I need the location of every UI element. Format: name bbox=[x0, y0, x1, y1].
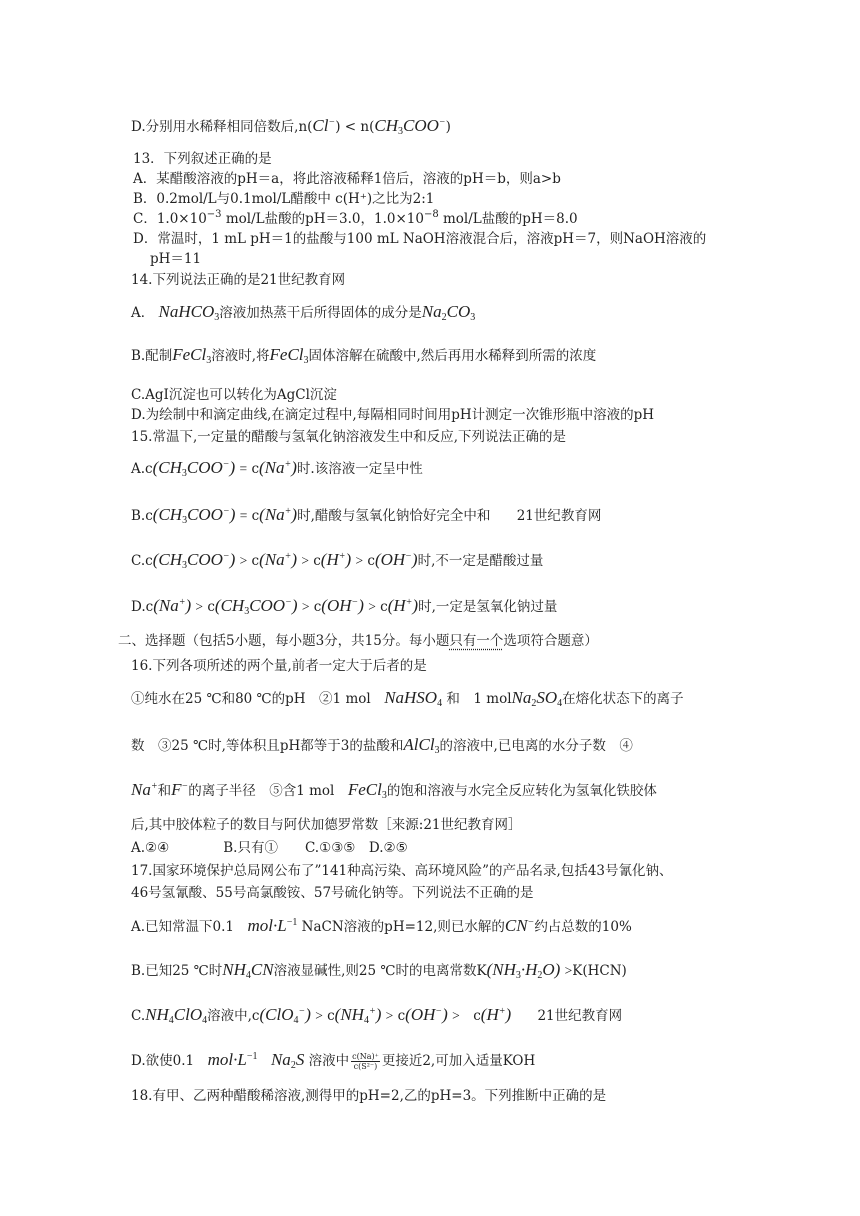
q13-option-c: C．$1.0\times 10^{-3}$ mol/L盐酸的pH＝3.0，$1.0\times 10^{-8}$ mol/L盐酸的pH＝8.0 bbox=[133, 209, 578, 227]
formula-fecl3: FeCl$_3$ bbox=[269, 345, 309, 366]
q13-option-d-cont: pH＝11 bbox=[150, 251, 202, 267]
q15-option-c: $C.c(CH_3COO^-) > c(Na^+) > c(H^+) > c(OH^-)$时,不一定是醋酸过量 bbox=[131, 550, 544, 571]
q16-options: A.②④ B.只有① C.①③⑤ D.②⑤ bbox=[131, 840, 408, 856]
fraction: $\frac{c(Na)^+}{\text{c(S²⁻)}}$ bbox=[352, 1052, 379, 1071]
q16-line-3: Na+和F−的离子半径 ⑤含1 mol FeCl$_3$的饱和溶液与水完全反应转化为氢氧化铁胶体 bbox=[131, 780, 657, 801]
q14-option-b: B.配制FeCl$_3$溶液时,将FeCl$_3$固体溶解在硫酸中,然后再用水稀释到所需的浓度 bbox=[131, 345, 597, 366]
q17-stem: 17.国家环境保护总局网公布了”141种高污染、高环境风险”的产品名录,包括43号氰化钠、 bbox=[131, 863, 673, 879]
q14-option-c: C.AgI沉淀也可以转化为AgCl沉淀 bbox=[131, 387, 337, 403]
q17-option-d: D.欲使0.1 $mol\cdot L^{-1}$ $Na_2S$ 溶液中 $\frac{c(Na)^+}{\text{c(S²⁻)}}$ 更接近2,可加入适量KOH bbox=[131, 1050, 536, 1071]
q15-option-b: $B.c(CH_3COO^-) = c(Na^+)$时,醋酸与氢氧化钠恰好完全中和 21世纪教育网 bbox=[131, 505, 602, 526]
watermark-text: 21世纪教育网 bbox=[516, 508, 602, 524]
watermark-text: 21世纪教育网 bbox=[537, 1008, 623, 1024]
chloride-ion: Cl− bbox=[312, 116, 336, 135]
q15-option-a: $A.c(CH_3COO^-) = c(Na^+)$时.该溶液一定呈中性 bbox=[131, 458, 423, 479]
q16-line-4: 后,其中胶体粒子的数目与阿伏加德罗常数［来源:21世纪教育网］ bbox=[131, 817, 522, 833]
section-heading: 二、选择题（包括5小题，每小题3分，共15分。每小题只有一个选项符合题意） bbox=[118, 633, 598, 649]
q17-option-a: A.已知常温下0.1 $mol\cdot L^{-1}$ NaCN溶液的pH=12,则已水解的CN−约占总数的10% bbox=[131, 916, 632, 935]
q12-option-d: D.分别用水稀释相同倍数后$,n(Cl^-) < n(CH_3COO^-)$ bbox=[131, 116, 451, 137]
q13-stem: 13．下列叙述正确的是 bbox=[133, 151, 272, 167]
formula-nahco3: NaHCO$_3$ bbox=[158, 302, 220, 323]
q17-option-c: $C.NH_4ClO_4$溶液中$,c(ClO_4^-) > c(NH_4^+) > c(OH^-)$ > c(H+) 21世纪教育网 bbox=[131, 1005, 623, 1026]
formula-na2co3: $Na_2CO_3$ bbox=[421, 302, 476, 323]
q18-stem: 18.有甲、乙两种醋酸稀溶液,测得甲的pH=2,乙的pH=3。下列推断中正确的是 bbox=[131, 1088, 607, 1104]
q17-stem-cont: 46号氢氰酸、55号高氯酸铵、57号硫化钠等。下列说法不正确的是 bbox=[131, 885, 534, 901]
q16-stem: 16.下列各项所述的两个量,前者一定大于后者的是 bbox=[131, 658, 427, 674]
q16-line-1: ①纯水在25 ℃和80 ℃的pH ②1 mol NaHSO$_4$ 和 1 $molNa_2SO_4$在熔化状态下的离子 bbox=[131, 688, 684, 709]
emphasis-dotted: 只有一个 bbox=[449, 633, 504, 649]
q14-stem: 14.下列说法正确的是21世纪教育网 bbox=[131, 272, 346, 288]
q13-option-a: A．某醋酸溶液的pH＝a，将此溶液稀释1倍后，溶液的pH＝b，则a>b bbox=[133, 171, 561, 187]
q14-option-a: A． NaHCO$_3$溶液加热蒸干后所得固体的成分是$Na_2CO_3$ bbox=[131, 302, 476, 323]
q15-option-d: $D.c(Na^+) > c(CH_3COO^-) > c(OH^-) > c(H^+)$时,一定是氢氧化钠过量 bbox=[131, 596, 558, 617]
q13-option-d: D．常温时，1 mL pH＝1的盐酸与100 mL NaOH溶液混合后，溶液pH＝7，则NaOH溶液的 bbox=[133, 231, 707, 247]
q14-option-d: D.为绘制中和滴定曲线,在滴定过程中,每隔相同时间用pH计测定一次锥形瓶中溶液的pH bbox=[131, 407, 655, 423]
q15-stem: 15.常温下,一定量的醋酸与氢氧化钠溶液发生中和反应,下列说法正确的是 bbox=[131, 429, 567, 445]
acetate-ion: $CH_3COO^-$ bbox=[374, 116, 446, 137]
q13-option-b: B．0.2mol/L与0.1mol/L醋酸中 c(H⁺)之比为2:1 bbox=[133, 191, 435, 207]
q17-option-b: B.已知25 ℃时$NH_4CN$溶液显碱性,则25 ℃时的电离常数$K(NH_3\cdot H_2O) >K(HCN)$ bbox=[131, 960, 627, 981]
formula-fecl3: FeCl$_3$ bbox=[172, 345, 212, 366]
q16-line-2: 数 ③25 ℃时,等体积且pH都等于3的盐酸和AlCl$_3$的溶液中,已电离的水分子数 ④ bbox=[131, 735, 633, 756]
